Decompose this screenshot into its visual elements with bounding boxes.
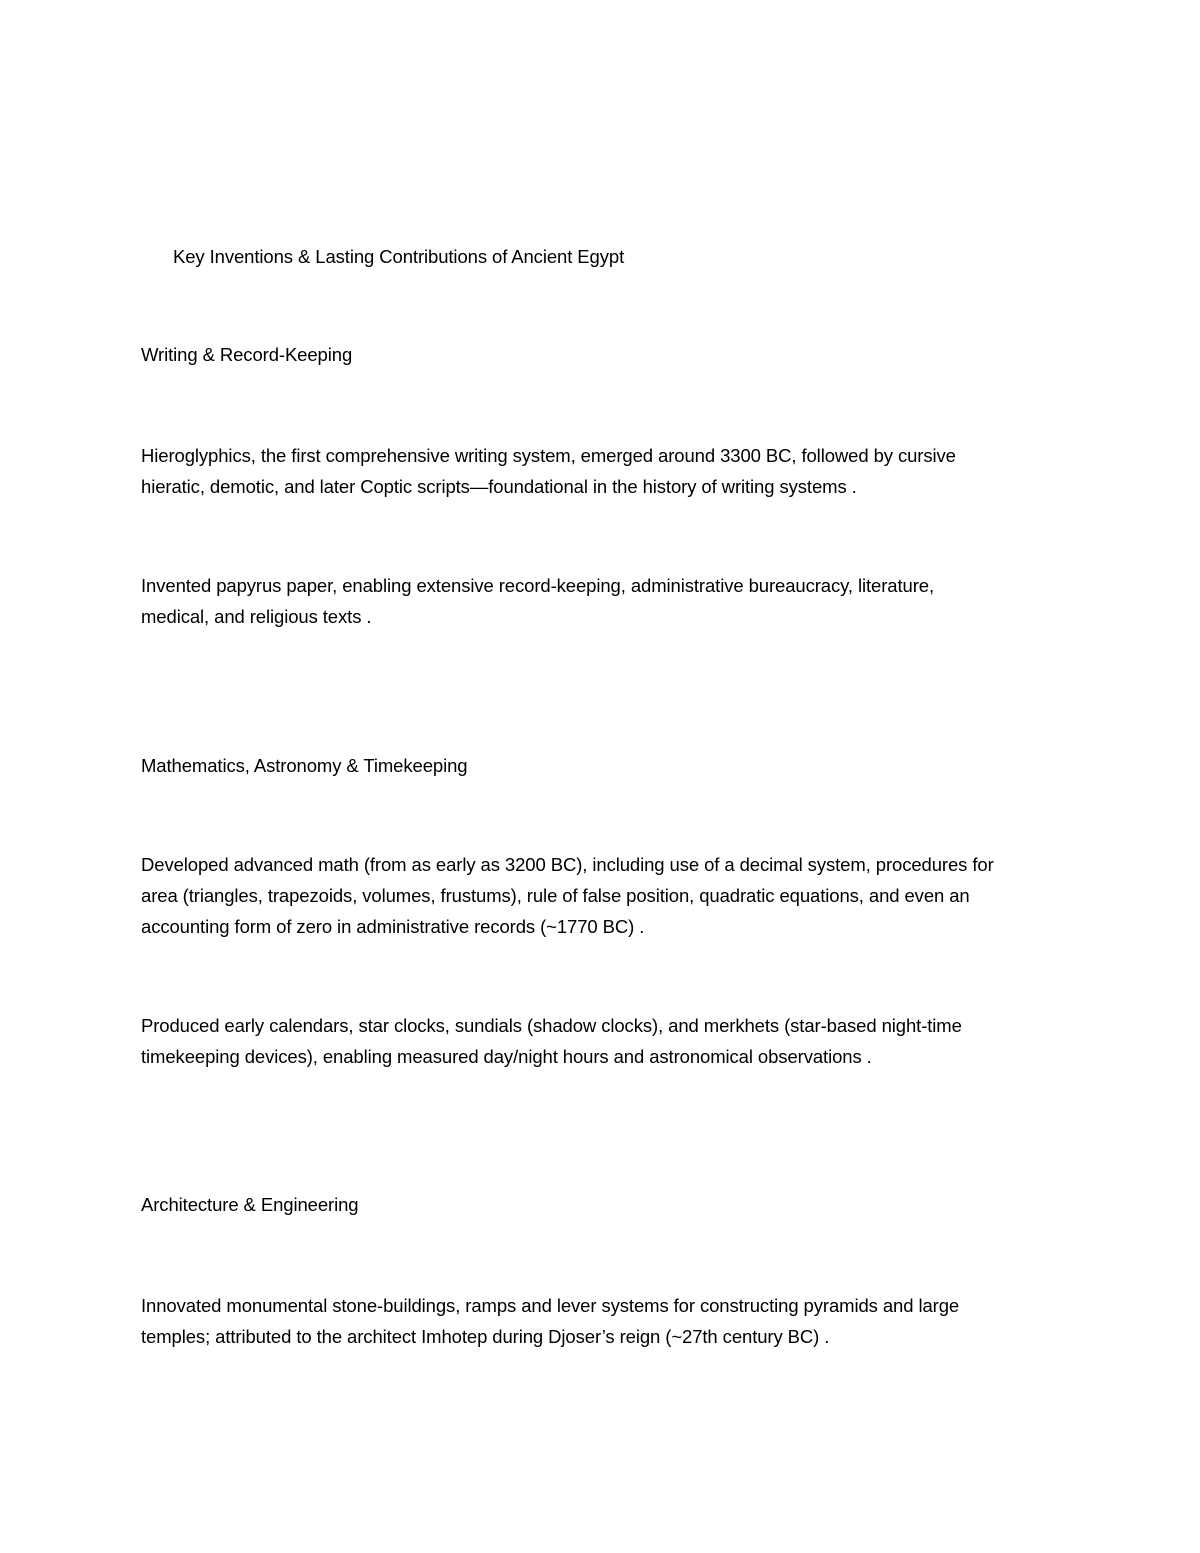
paragraph-line: Innovated monumental stone-buildings, ramps and lever systems for constructing pyramids and large [141,1295,960,1316]
section-heading-writing: Writing & Record-Keeping [141,344,353,365]
paragraph-math [141,849,1071,942]
paragraph-line: hieratic, demotic, and later Coptic scripts—foundational in the history of writing systems . [141,476,857,497]
paragraph-hieroglyphics [141,440,1071,502]
paragraph-line: Produced early calendars, star clocks, sundials (shadow clocks), and merkhets (star-based night-time [141,1015,962,1036]
paragraph-line: temples; attributed to the architect Imhotep during Djoser’s reign (~27th century BC) . [141,1326,830,1347]
section-heading-mathematics: Mathematics, Astronomy & Timekeeping [141,755,468,776]
paragraph-line: Developed advanced math (from as early as 3200 BC), including use of a decimal system, procedures for [141,854,994,875]
section-heading-architecture: Architecture & Engineering [141,1194,359,1215]
paragraph-line: Hieroglyphics, the first comprehensive writing system, emerged around 3300 BC, followed by cursive [141,445,956,466]
paragraph-line: timekeeping devices), enabling measured day/night hours and astronomical observations . [141,1046,872,1067]
paragraph-calendars [141,1010,1071,1072]
paragraph-papyrus [141,570,1071,632]
document-title: Key Inventions & Lasting Contributions of Ancient Egypt [173,246,625,267]
paragraph-monuments [141,1290,1071,1352]
paragraph-line: Invented papyrus paper, enabling extensive record-keeping, administrative bureaucracy, literature, [141,575,935,596]
paragraph-line: accounting form of zero in administrative records (~1770 BC) . [141,916,645,937]
paragraph-line: area (triangles, trapezoids, volumes, frustums), rule of false position, quadratic equations, and even an [141,885,970,906]
paragraph-line: medical, and religious texts . [141,606,372,627]
